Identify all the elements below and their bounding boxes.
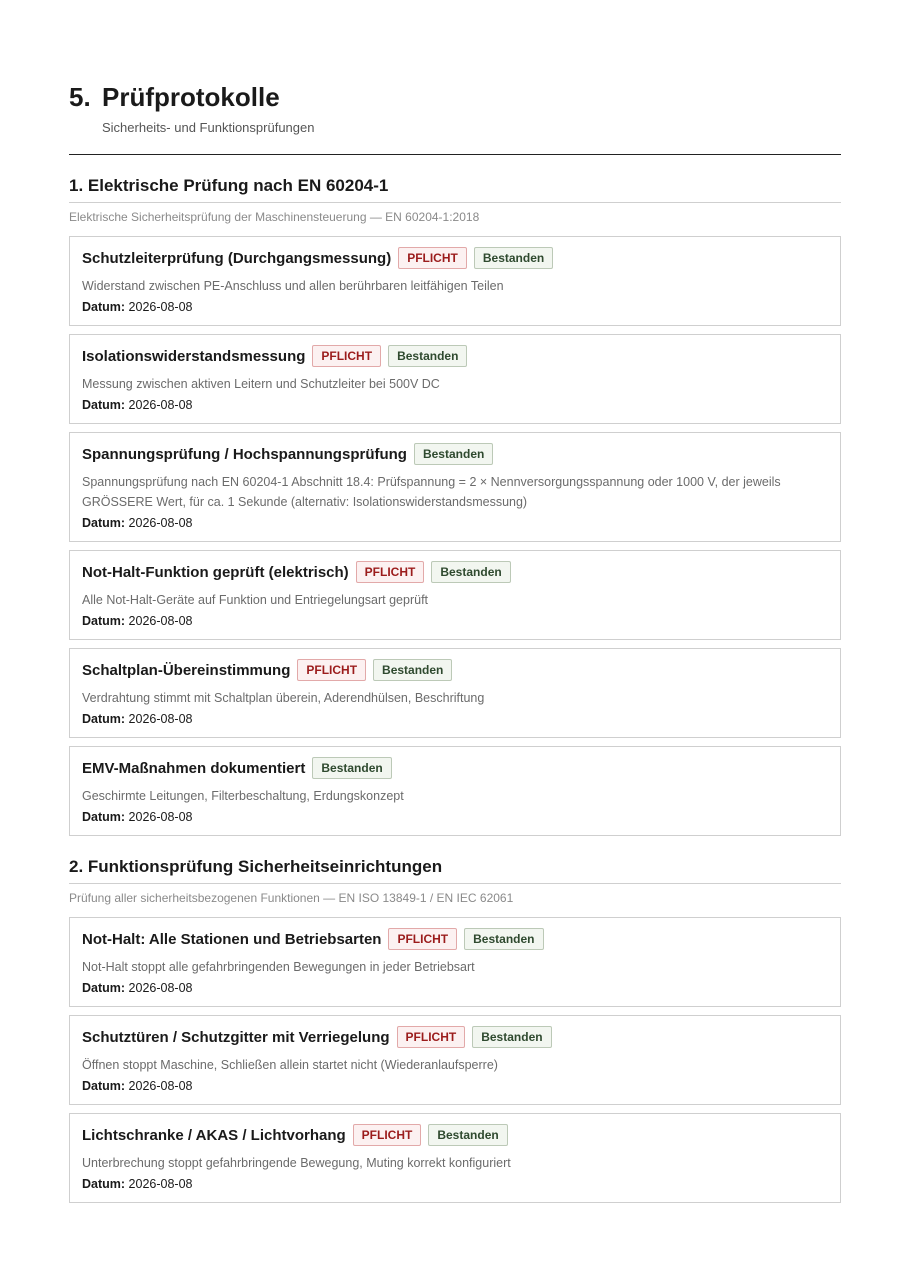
status-badge: Bestanden [472, 1026, 551, 1048]
test-item-date [82, 300, 828, 314]
section-description: Elektrische Sicherheitsprüfung der Maschinensteuerung — EN 60204-1:2018 [69, 210, 480, 224]
date-value: 2026-08-08 [128, 712, 193, 726]
test-item-description: Not-Halt stoppt alle gefahrbringenden Bewegungen in jeder Betriebsart [82, 960, 475, 974]
test-item-title: Spannungsprüfung / Hochspannungsprüfung [82, 445, 407, 463]
test-item-title: Schutzleiterprüfung (Durchgangsmessung) [82, 249, 392, 267]
test-item-title: Schaltplan-Übereinstimmung [82, 661, 291, 679]
required-badge: PFLICHT [297, 659, 366, 681]
test-item-title: Not-Halt-Funktion geprüft (elektrisch) [82, 563, 349, 581]
test-item-date [82, 516, 828, 530]
chapter-title: Prüfprotokolle [102, 82, 280, 112]
date-label: Datum: [82, 1079, 126, 1093]
status-badge: Bestanden [414, 443, 493, 465]
test-item-card [69, 648, 841, 738]
date-label: Datum: [82, 300, 126, 314]
test-item-card [69, 432, 841, 542]
date-value: 2026-08-08 [128, 516, 193, 530]
status-badge: Bestanden [431, 561, 510, 583]
test-item-card [69, 1113, 841, 1203]
status-badge: Bestanden [312, 757, 391, 779]
test-item-title: Isolationswiderstandsmessung [82, 347, 306, 365]
test-item-description: Geschirmte Leitungen, Filterbeschaltung, Erdungskonzept [82, 789, 404, 803]
test-item-date [82, 1177, 828, 1191]
test-item-description: Widerstand zwischen PE-Anschluss und allen berührbaren leitfähigen Teilen [82, 279, 504, 293]
test-item-title: EMV-Maßnahmen dokumentiert [82, 759, 306, 777]
test-item-title: Schutztüren / Schutzgitter mit Verriegelung [82, 1028, 390, 1046]
test-item-description: Unterbrechung stoppt gefahrbringende Bewegung, Muting korrekt konfiguriert [82, 1156, 511, 1170]
status-badge: Bestanden [464, 928, 543, 950]
test-item-header [82, 1026, 828, 1048]
date-label: Datum: [82, 1177, 126, 1191]
section-description: Prüfung aller sicherheitsbezogenen Funktionen — EN ISO 13849-1 / EN IEC 62061 [69, 891, 514, 905]
section-title: 1. Elektrische Prüfung nach EN 60204-1 [69, 176, 841, 203]
test-item-description: Spannungsprüfung nach EN 60204-1 Abschnitt 18.4: Prüfspannung = 2 × Nennversorgungsspannung oder 1000 V, der jeweils GRÖSSERE Wert, für ca. 1 Sekunde (alternativ: Isolationswiderstandsmessung) [82, 475, 781, 509]
required-badge: PFLICHT [353, 1124, 422, 1146]
test-item-description: Messung zwischen aktiven Leitern und Schutzleiter bei 500V DC [82, 377, 440, 391]
required-badge: PFLICHT [312, 345, 381, 367]
test-item-header [82, 247, 828, 269]
test-item-date [82, 614, 828, 628]
date-label: Datum: [82, 712, 126, 726]
date-label: Datum: [82, 516, 126, 530]
sections-container [69, 176, 841, 1203]
required-badge: PFLICHT [356, 561, 425, 583]
test-section [69, 176, 841, 836]
test-item-card [69, 1015, 841, 1105]
status-badge: Bestanden [373, 659, 452, 681]
required-badge: PFLICHT [397, 1026, 466, 1048]
test-item-header [82, 1124, 828, 1146]
date-label: Datum: [82, 981, 126, 995]
required-badge: PFLICHT [388, 928, 457, 950]
test-item-date [82, 1079, 828, 1093]
test-item-card [69, 746, 841, 836]
test-item-card [69, 550, 841, 640]
date-label: Datum: [82, 614, 126, 628]
test-item-header [82, 443, 828, 465]
test-item-header [82, 345, 828, 367]
chapter-subtitle: Sicherheits- und Funktionsprüfungen [102, 120, 315, 135]
test-item-card [69, 334, 841, 424]
date-value: 2026-08-08 [128, 1177, 193, 1191]
date-value: 2026-08-08 [128, 1079, 193, 1093]
date-label: Datum: [82, 810, 126, 824]
test-item-header [82, 659, 828, 681]
test-item-title: Not-Halt: Alle Stationen und Betriebsarten [82, 930, 382, 948]
date-value: 2026-08-08 [128, 614, 193, 628]
chapter-number: 5. [69, 82, 91, 112]
test-item-header [82, 928, 828, 950]
date-label: Datum: [82, 398, 126, 412]
test-item-card [69, 236, 841, 326]
date-value: 2026-08-08 [128, 810, 193, 824]
date-value: 2026-08-08 [128, 398, 193, 412]
test-item-description: Öffnen stoppt Maschine, Schließen allein startet nicht (Wiederanlaufsperre) [82, 1058, 498, 1072]
test-item-date [82, 712, 828, 726]
status-badge: Bestanden [388, 345, 467, 367]
test-item-date [82, 398, 828, 412]
test-item-header [82, 561, 828, 583]
test-item-date [82, 810, 828, 824]
test-item-header [82, 757, 828, 779]
date-value: 2026-08-08 [128, 981, 193, 995]
status-badge: Bestanden [474, 247, 553, 269]
section-title: 2. Funktionsprüfung Sicherheitseinrichtungen [69, 857, 841, 884]
test-item-description: Verdrahtung stimmt mit Schaltplan überein, Aderendhülsen, Beschriftung [82, 691, 485, 705]
date-value: 2026-08-08 [128, 300, 193, 314]
test-item-card [69, 917, 841, 1007]
status-badge: Bestanden [428, 1124, 507, 1146]
chapter-divider [69, 154, 841, 155]
required-badge: PFLICHT [398, 247, 467, 269]
test-item-title: Lichtschranke / AKAS / Lichtvorhang [82, 1126, 346, 1144]
test-section [69, 857, 841, 1203]
chapter-heading [69, 82, 841, 113]
test-item-description: Alle Not-Halt-Geräte auf Funktion und Entriegelungsart geprüft [82, 593, 429, 607]
test-item-date [82, 981, 828, 995]
